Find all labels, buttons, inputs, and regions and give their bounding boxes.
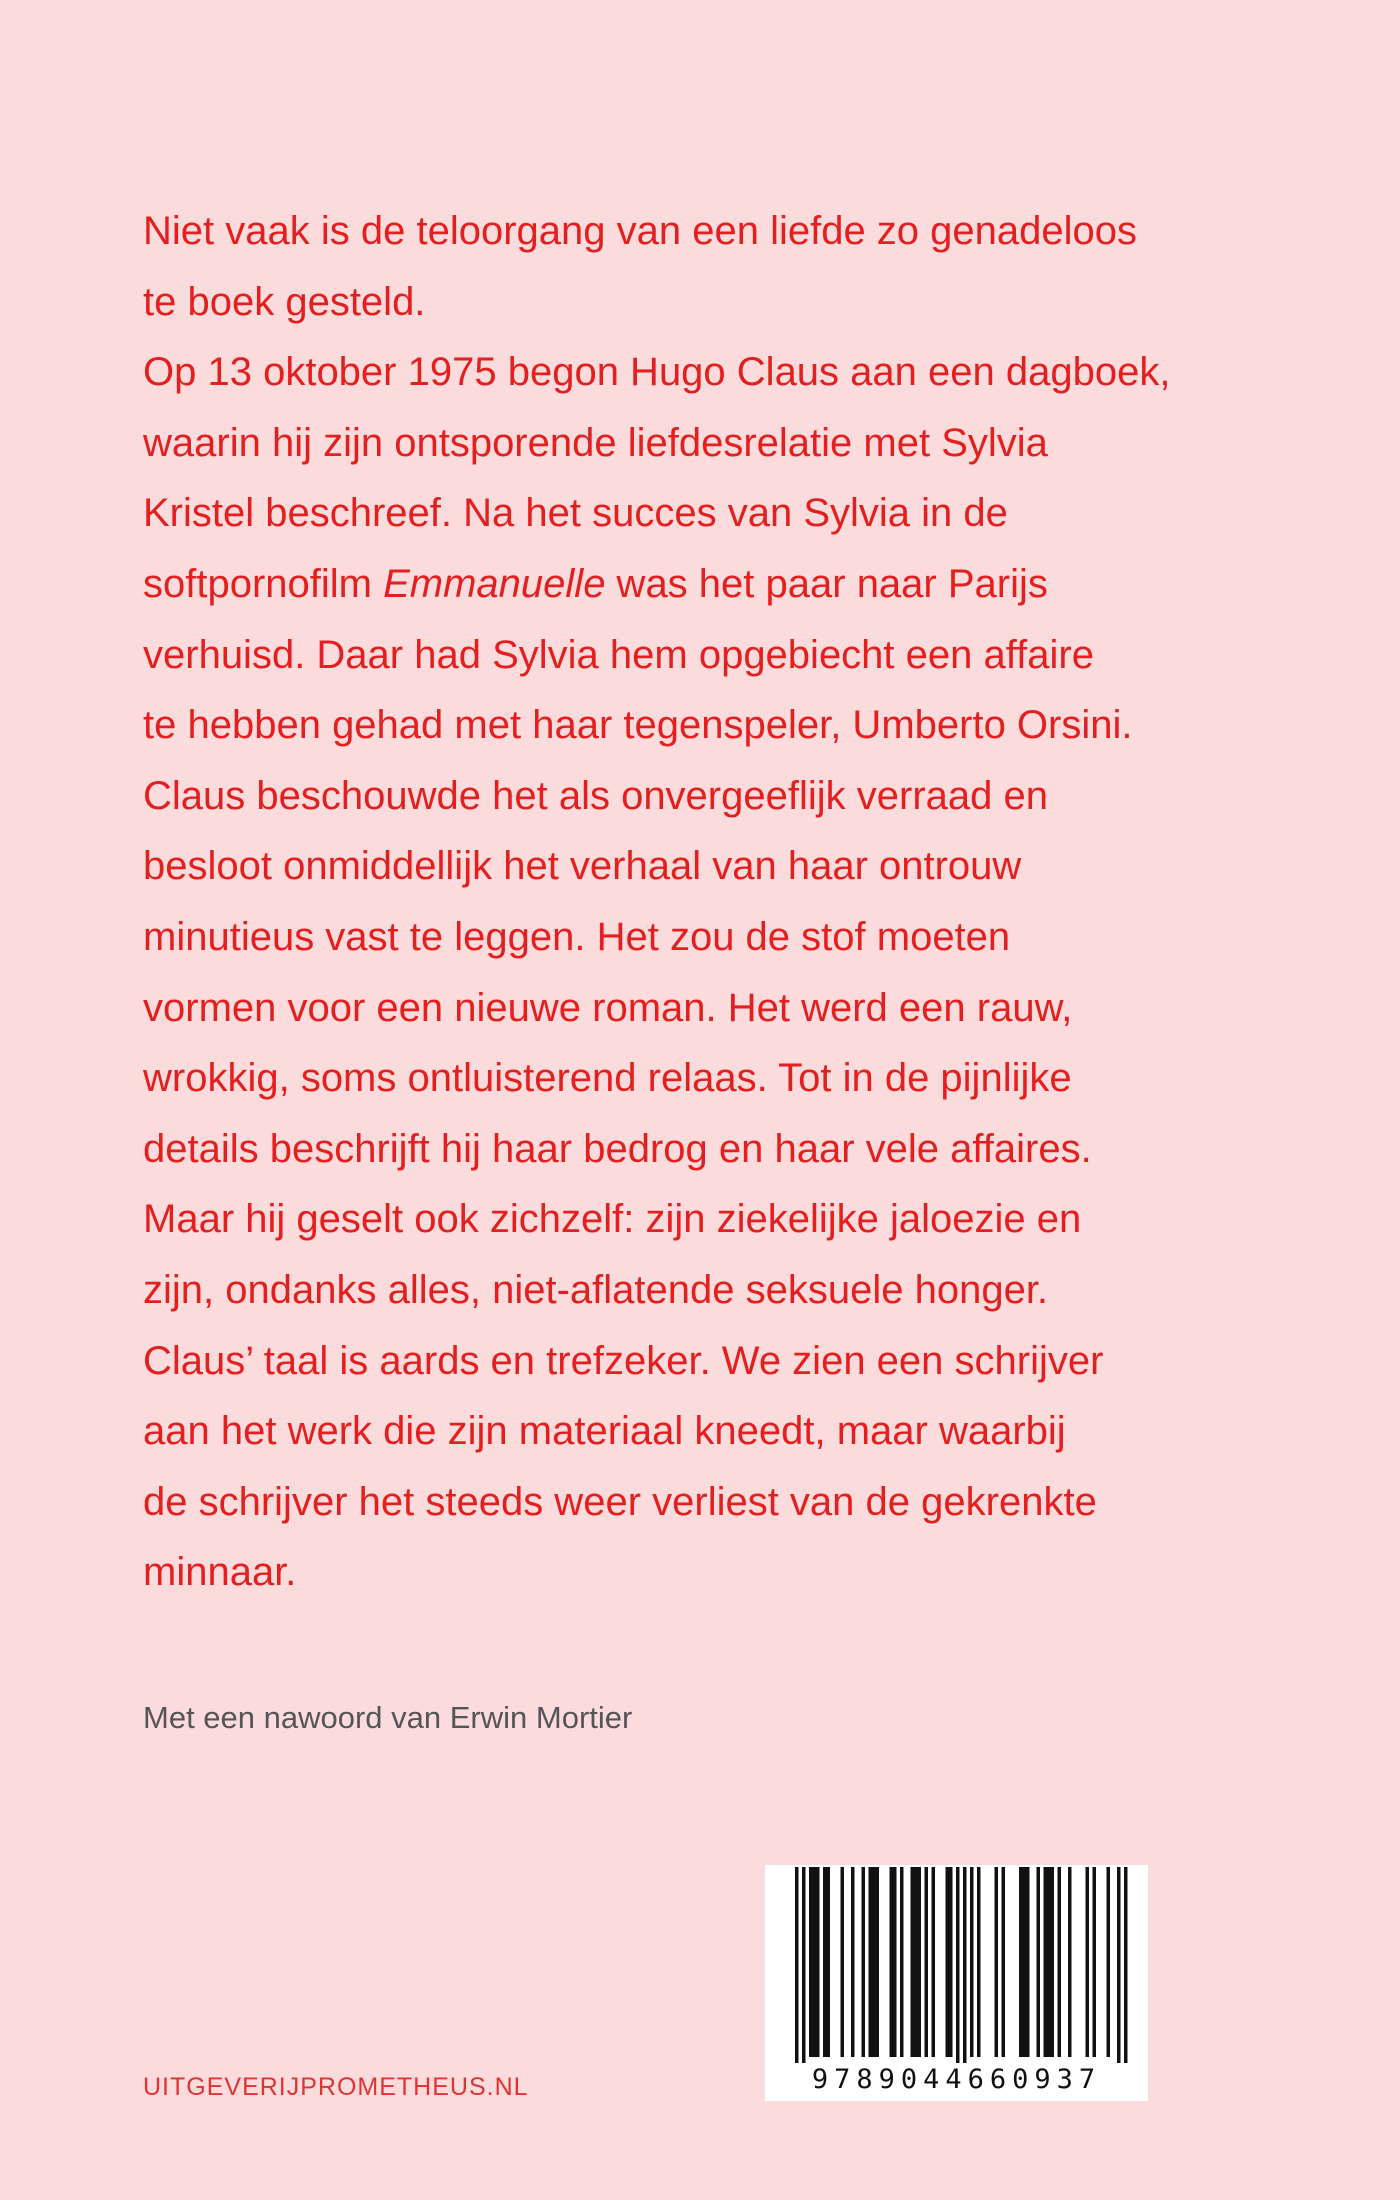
barcode-bar bbox=[813, 1867, 817, 2057]
barcode-bar bbox=[827, 1867, 831, 2057]
barcode-bar bbox=[956, 1867, 960, 2063]
barcode-bar bbox=[809, 1867, 813, 2057]
barcode-bar bbox=[823, 1867, 827, 2057]
barcode-bar bbox=[862, 1867, 866, 2057]
barcode-bar bbox=[900, 1867, 904, 2057]
barcode-bar bbox=[977, 1867, 981, 2057]
isbn-barcode bbox=[765, 1865, 1148, 2101]
blurb-line: minnaar. bbox=[143, 1550, 297, 1595]
barcode-bar bbox=[946, 1867, 950, 2057]
barcode-bar bbox=[1023, 1867, 1027, 2057]
barcode-bar bbox=[1117, 1867, 1121, 2063]
blurb-line: details beschrijft hij haar bedrog en haar vele affaires. bbox=[143, 1126, 1092, 1171]
barcode-bar bbox=[893, 1867, 897, 2057]
blurb-line: vormen voor een nieuwe roman. Het werd een rauw, bbox=[143, 985, 1073, 1030]
blurb-line: aan het werk die zijn materiaal kneedt, maar waarbij bbox=[143, 1409, 1066, 1454]
blurb-line: wrokkig, soms ontluisterend relaas. Tot in de pijnlijke bbox=[143, 1056, 1072, 1101]
barcode-bar bbox=[914, 1867, 918, 2057]
blurb-line: Claus’ taal is aards en trefzeker. We zien een schrijver bbox=[143, 1338, 1104, 1383]
barcode-bar bbox=[1002, 1867, 1006, 2057]
blurb-line: zijn, ondanks alles, niet-aflatende seksuele honger. bbox=[143, 1267, 1049, 1312]
barcode-bar bbox=[851, 1867, 855, 2057]
barcode-bar bbox=[795, 1867, 799, 2063]
barcode-bar bbox=[872, 1867, 876, 2057]
barcode-bar bbox=[1026, 1867, 1030, 2057]
barcode-bar bbox=[1044, 1867, 1048, 2057]
barcode-bar bbox=[925, 1867, 929, 2057]
afterword-credit: Met een nawoord van Erwin Mortier bbox=[143, 1700, 633, 1735]
blurb-line: waarin hij zijn ontsporende liefdesrelatie met Sylvia bbox=[143, 420, 1048, 465]
barcode-bar bbox=[970, 1867, 974, 2057]
barcode-bar bbox=[841, 1867, 845, 2057]
barcode-bar bbox=[1058, 1867, 1062, 2057]
blurb-line bbox=[143, 549, 1273, 620]
isbn-number: 9789044660937 bbox=[811, 2064, 1102, 2095]
barcode-bar bbox=[1107, 1867, 1111, 2057]
barcode-bar bbox=[816, 1867, 820, 2057]
barcode-bar bbox=[802, 1867, 806, 2063]
barcode-bar bbox=[890, 1867, 894, 2057]
film-title: Emmanuelle bbox=[383, 561, 606, 606]
barcode-bar bbox=[1068, 1867, 1072, 2057]
barcode-bar bbox=[1037, 1867, 1041, 2057]
blurb-line: Claus beschouwde het als onvergeeflijk verraad en bbox=[143, 773, 1048, 818]
blurb-line: verhuisd. Daar had Sylvia hem opgebiecht een affaire bbox=[143, 632, 1094, 677]
blurb-line-end: was het paar naar Parijs bbox=[605, 561, 1048, 606]
barcode-bar bbox=[1086, 1867, 1090, 2057]
blurb-line: minutieus vast te leggen. Het zou de stof moeten bbox=[143, 914, 1011, 959]
blurb-line: besloot onmiddellijk het verhaal van haar ontrouw bbox=[143, 844, 1022, 889]
blurb-line: Op 13 oktober 1975 begon Hugo Claus aan een dagboek, bbox=[143, 350, 1171, 395]
barcode-bar bbox=[1124, 1867, 1128, 2063]
barcode-bar bbox=[932, 1867, 936, 2057]
barcode-bar bbox=[963, 1867, 967, 2063]
blurb-line: te hebben gehad met haar tegenspeler, Umberto Orsini. bbox=[143, 703, 1133, 748]
barcode-bar bbox=[995, 1867, 999, 2057]
barcode-bar bbox=[1047, 1867, 1051, 2057]
blurb-line: Maar hij geselt ook zichzelf: zijn ziekelijke jaloezie en bbox=[143, 1197, 1082, 1242]
barcode-bar bbox=[876, 1867, 880, 2057]
blurb-text bbox=[143, 196, 1273, 1608]
blurb-line-start: softpornofilm bbox=[143, 561, 384, 606]
publisher-website[interactable]: UITGEVERIJPROMETHEUS.NL bbox=[143, 2073, 529, 2101]
barcode-bar bbox=[911, 1867, 915, 2057]
barcode-bar bbox=[1093, 1867, 1097, 2057]
barcode-bar bbox=[1019, 1867, 1023, 2057]
barcode-bar bbox=[949, 1867, 953, 2057]
blurb-line: Niet vaak is de teloorgang van een liefde zo genadeloos bbox=[143, 209, 1138, 253]
blurb-line: te boek gesteld. bbox=[143, 279, 426, 324]
blurb-line: de schrijver het steeds weer verliest van de gekrenkte bbox=[143, 1479, 1097, 1524]
blurb-line: Kristel beschreef. Na het succes van Sylvia in de bbox=[143, 491, 1008, 536]
barcode-bar bbox=[918, 1867, 922, 2057]
barcode-bars bbox=[765, 1865, 1148, 2065]
barcode-bar bbox=[1051, 1867, 1055, 2057]
barcode-bar bbox=[869, 1867, 873, 2057]
